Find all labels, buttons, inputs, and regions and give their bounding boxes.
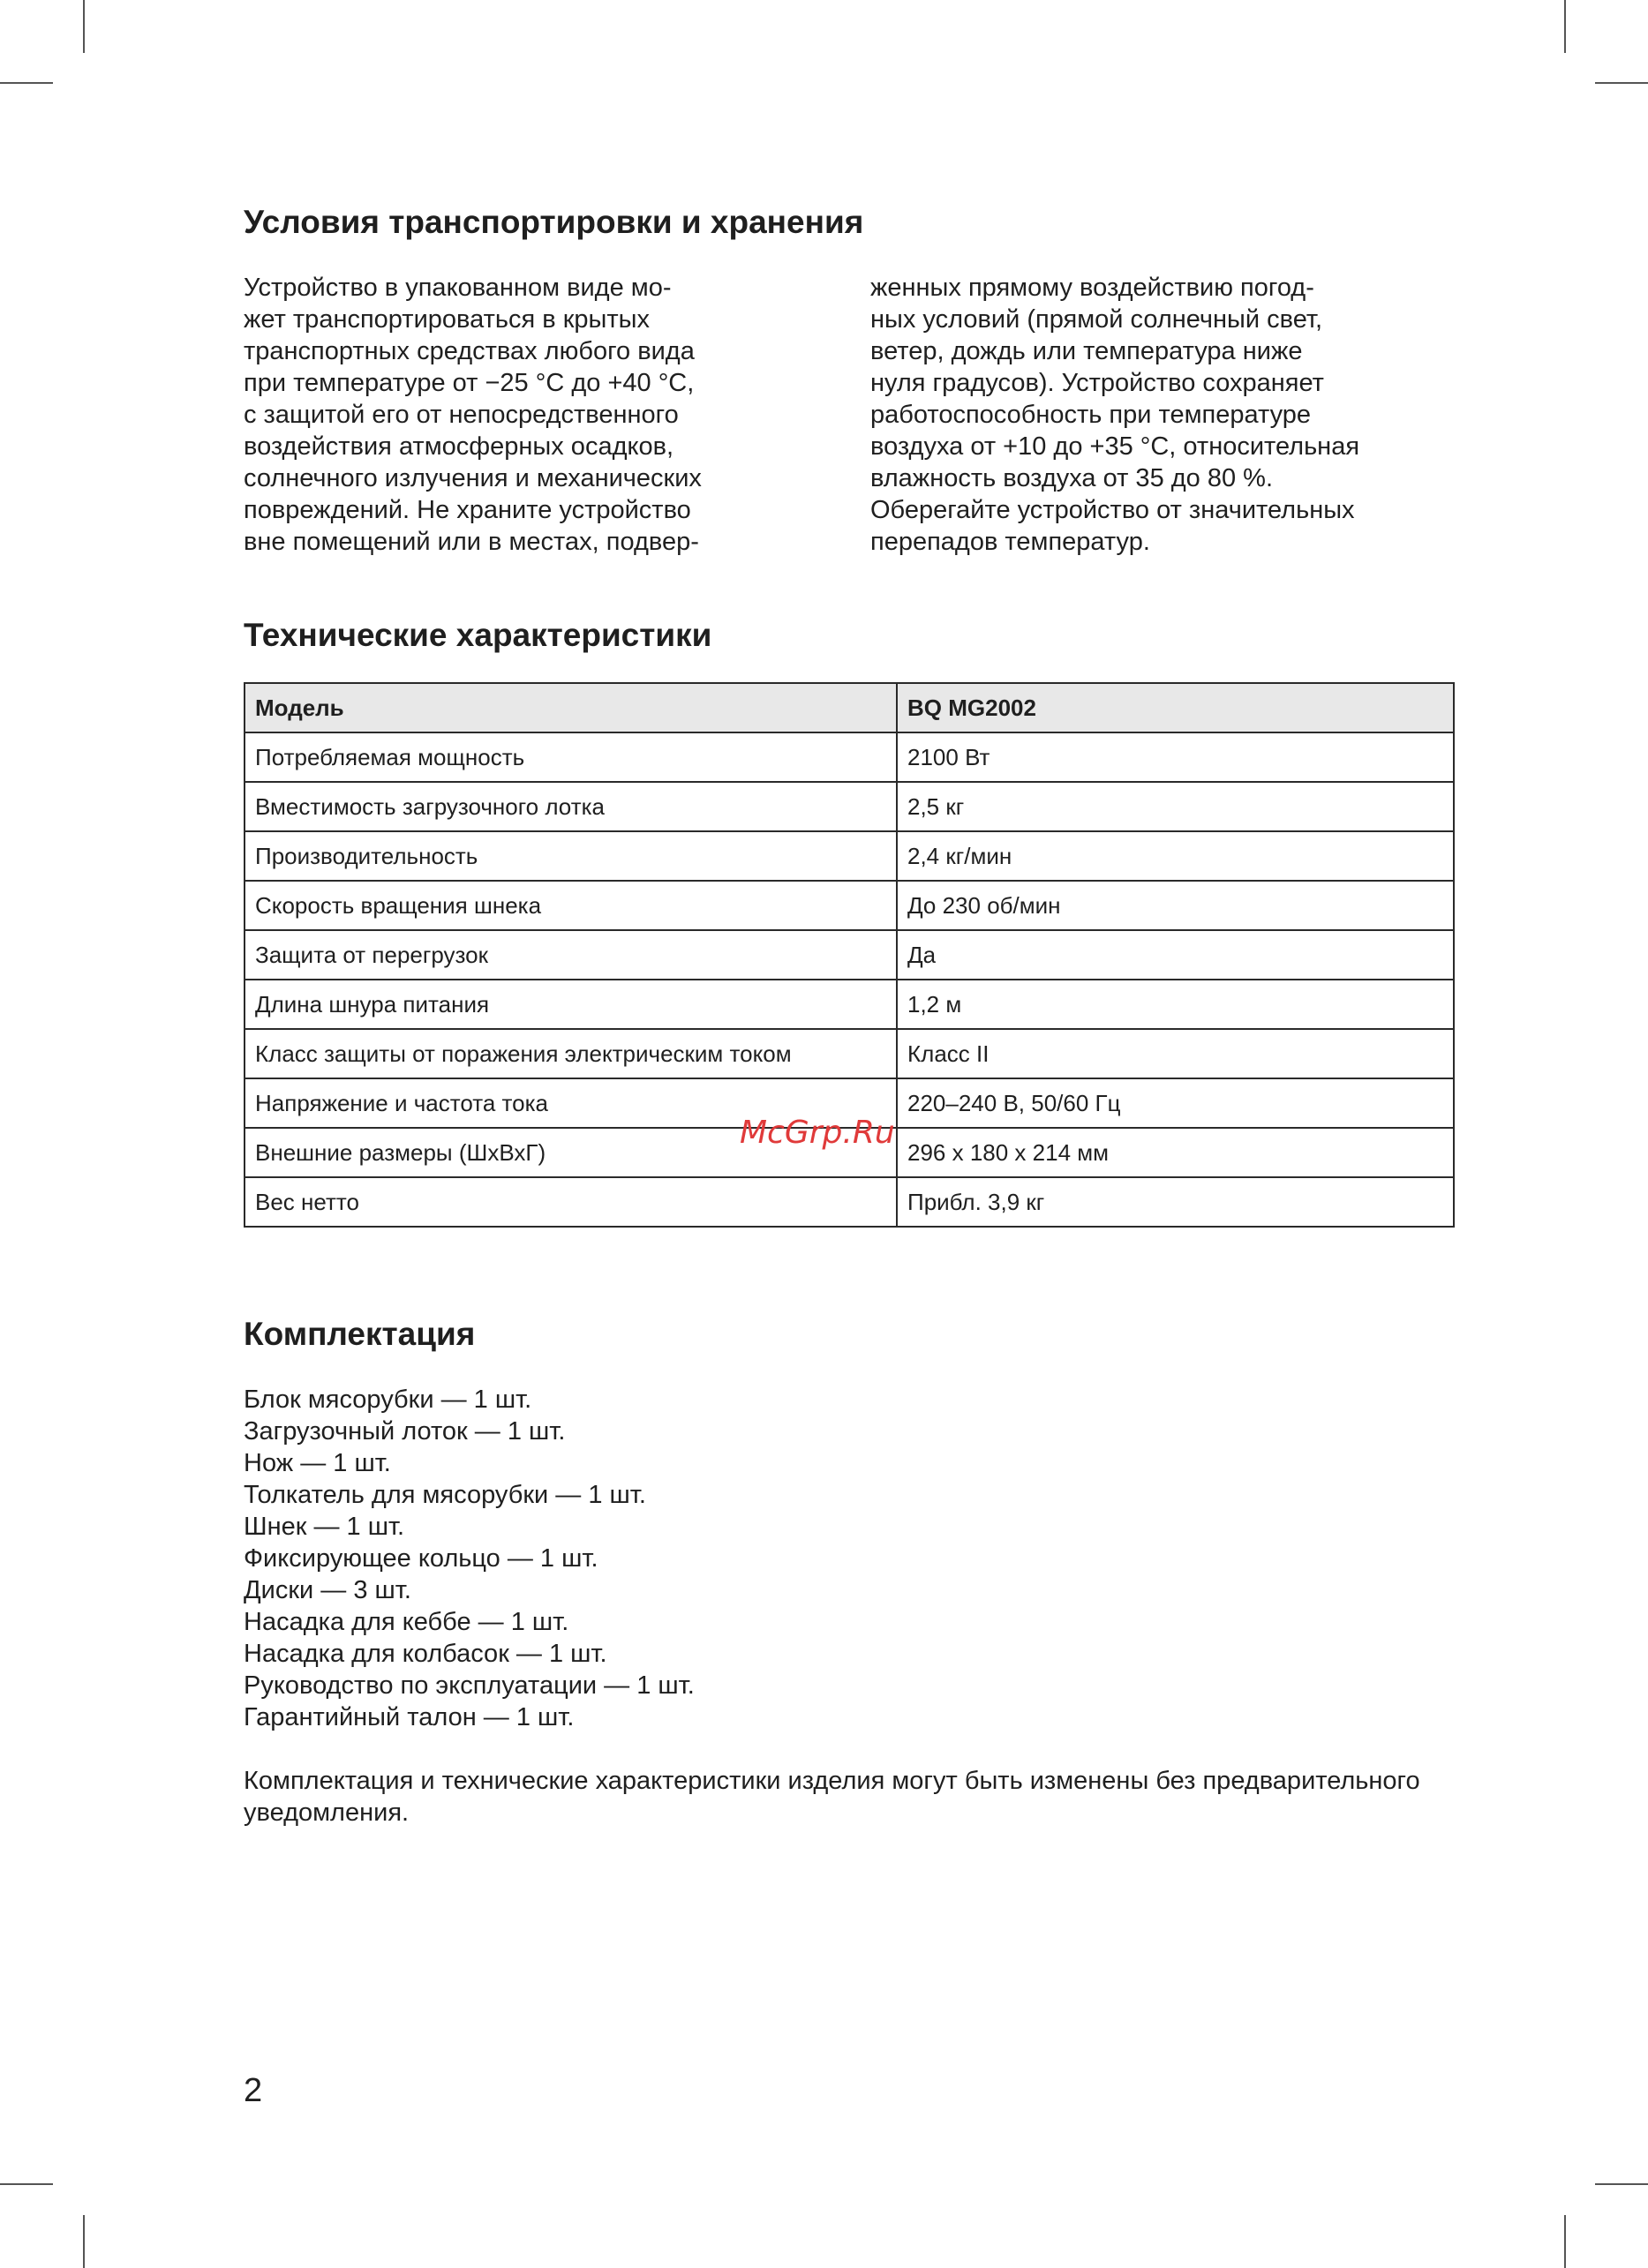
specs-header-value: BQ MG2002 (897, 683, 1454, 732)
transport-text-right-column: женных прямому воздействию погод- ных условий (прямой солнечный свет, ветер, дождь или температура ниже нуля градусов). Устройство сохраняет работоспособность при температуре воздуха от +10 до +35 °C, относительная влажность воздуха от 35 до 80 %. Оберегайте устройство от значительных перепадов температур. (870, 274, 1360, 556)
watermark: McGrp.Ru (740, 1115, 895, 1151)
spec-label: Вес нетто (245, 1177, 897, 1227)
spec-value: Прибл. 3,9 кг (897, 1177, 1454, 1227)
table-row (245, 732, 1454, 782)
list-item: Нож — 1 шт. (244, 1449, 391, 1477)
kit-list (244, 1384, 695, 1733)
transport-text-left-column: Устройство в упакованном виде мо- жет транспортироваться в крытых транспортных средствах любого вида при температуре от −25 °C до +40 °C, с защитой его от непосредственного воздействия атмосферных осадков, солнечного излучения и механических повреждений. Не храните устройство вне помещений или в местах, подвер- (244, 274, 702, 556)
crop-mark (1564, 0, 1566, 53)
list-item: Руководство по эксплуатации — 1 шт. (244, 1671, 695, 1700)
spec-label: Вместимость загрузочного лотка (245, 782, 897, 831)
spec-label: Потребляемая мощность (245, 732, 897, 782)
spec-value: 2100 Вт (897, 732, 1454, 782)
spec-label: Длина шнура питания (245, 980, 897, 1029)
list-item: Толкатель для мясорубки — 1 шт. (244, 1481, 646, 1509)
list-item: Шнек — 1 шт. (244, 1513, 405, 1541)
table-row (245, 1177, 1454, 1227)
specs-header-row (245, 683, 1454, 732)
transport-section-title: Условия транспортировки и хранения (244, 204, 864, 240)
list-item: Насадка для колбасок — 1 шт. (244, 1640, 607, 1668)
spec-value: 2,5 кг (897, 782, 1454, 831)
list-item: Загрузочный лоток — 1 шт. (244, 1417, 566, 1446)
list-item: Насадка для кеббе — 1 шт. (244, 1608, 569, 1636)
spec-value: Класс II (897, 1029, 1454, 1078)
table-row (245, 930, 1454, 980)
spec-label: Производительность (245, 831, 897, 881)
spec-label: Класс защиты от поражения электрическим током (245, 1029, 897, 1078)
crop-mark (0, 2183, 53, 2185)
table-row (245, 980, 1454, 1029)
crop-mark (83, 2215, 85, 2268)
spec-label: Скорость вращения шнека (245, 881, 897, 930)
page-number: 2 (244, 2072, 263, 2109)
spec-value: 1,2 м (897, 980, 1454, 1029)
spec-value: 2,4 кг/мин (897, 831, 1454, 881)
spec-value: До 230 об/мин (897, 881, 1454, 930)
list-item: Диски — 3 шт. (244, 1576, 411, 1604)
list-item: Фиксирующее кольцо — 1 шт. (244, 1544, 598, 1573)
crop-mark (1595, 82, 1648, 84)
spec-label: Внешние размеры (ШхВхГ) (245, 1128, 897, 1177)
spec-value: 296 x 180 x 214 мм (897, 1128, 1454, 1177)
kit-section-title: Комплектация (244, 1316, 476, 1352)
spec-label: Напряжение и частота тока (245, 1078, 897, 1128)
spec-value: 220–240 В, 50/60 Гц (897, 1078, 1454, 1128)
kit-note: Комплектация и технические характеристики изделия могут быть изменены без предварительного уведомления. (244, 1767, 1420, 1827)
table-row (245, 881, 1454, 930)
crop-mark (1595, 2183, 1648, 2185)
spec-label: Защита от перегрузок (245, 930, 897, 980)
crop-mark (83, 0, 85, 53)
table-row (245, 1029, 1454, 1078)
specs-section-title: Технические характеристики (244, 617, 712, 653)
crop-mark (0, 82, 53, 84)
list-item: Блок мясорубки — 1 шт. (244, 1386, 532, 1414)
crop-mark (1564, 2215, 1566, 2268)
list-item: Гарантийный талон — 1 шт. (244, 1703, 575, 1731)
spec-value: Да (897, 930, 1454, 980)
table-row (245, 782, 1454, 831)
specs-header-label: Модель (245, 683, 897, 732)
table-row (245, 831, 1454, 881)
